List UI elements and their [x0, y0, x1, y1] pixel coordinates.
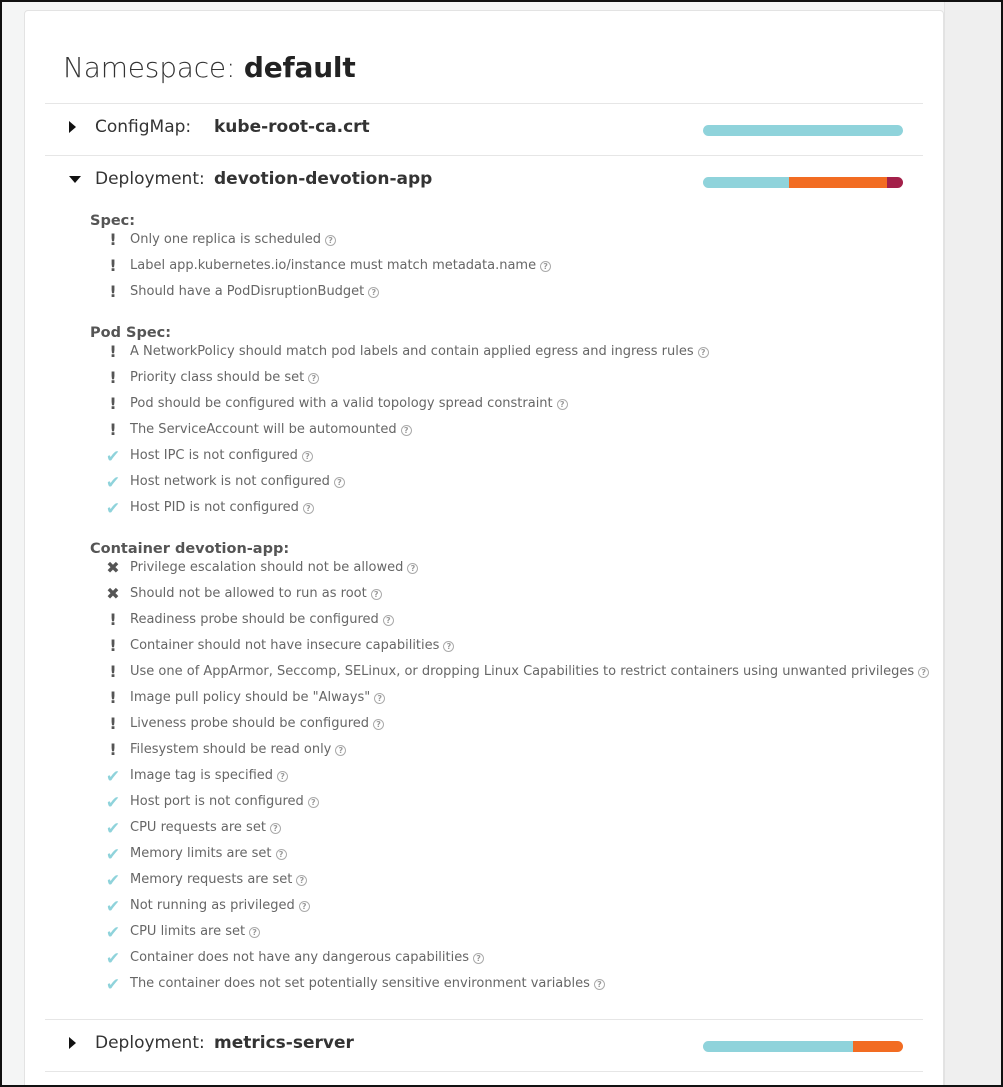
help-icon[interactable]: ?	[334, 477, 345, 488]
check-item	[102, 230, 902, 250]
object-row[interactable]	[45, 1019, 923, 1071]
check-item	[102, 584, 902, 604]
check-label: Not running as privileged	[130, 898, 295, 913]
check-item	[102, 818, 902, 838]
check-label: Liveness probe should be configured	[130, 716, 370, 731]
check-text	[130, 742, 346, 757]
check-text	[130, 820, 281, 835]
page-right-gutter	[944, 0, 1003, 1087]
help-icon[interactable]: ?	[540, 261, 551, 272]
namespace-prefix: Namespace:	[63, 51, 236, 84]
check-label: Image pull policy should be "Always"	[130, 690, 371, 705]
check-label: Container should not have insecure capabilities	[130, 638, 440, 653]
check-item	[102, 662, 926, 682]
check-item	[102, 342, 902, 362]
warning-icon: !	[109, 420, 117, 439]
check-label: Memory requests are set	[130, 872, 293, 887]
check-text	[130, 370, 319, 385]
check-text	[130, 872, 307, 887]
warning-icon: !	[109, 230, 117, 249]
warning-icon: !	[109, 394, 117, 413]
check-item	[102, 256, 902, 276]
check-item	[102, 896, 902, 916]
check-item	[102, 558, 902, 578]
check-item	[102, 610, 902, 630]
check-text	[130, 284, 379, 299]
check-item	[102, 714, 902, 734]
check-text	[130, 422, 412, 437]
score-bar-warning-segment	[853, 1041, 903, 1052]
check-label: Host PID is not configured	[130, 500, 299, 515]
check-label: Should not be allowed to run as root	[130, 586, 367, 601]
object-name: kube-root-ca.crt	[214, 117, 370, 137]
check-text	[130, 950, 484, 965]
check-label: Container does not have any dangerous capabilities	[130, 950, 470, 965]
check-label: The container does not set potentially sensitive environment variables	[130, 976, 590, 991]
check-icon: ✔	[105, 845, 121, 865]
check-label: Host IPC is not configured	[130, 448, 298, 463]
help-icon[interactable]: ?	[401, 425, 412, 436]
help-icon[interactable]: ?	[308, 797, 319, 808]
namespace-name: default	[243, 51, 356, 84]
check-item	[102, 740, 902, 760]
score-bar-danger-segment	[887, 177, 903, 188]
help-icon[interactable]: ?	[276, 849, 287, 860]
help-icon[interactable]: ?	[249, 927, 260, 938]
check-text	[130, 232, 336, 247]
check-icon: ✔	[105, 975, 121, 995]
check-item	[102, 472, 902, 492]
object-row[interactable]	[45, 103, 923, 155]
check-text	[130, 500, 314, 515]
warning-icon: !	[109, 688, 117, 707]
check-label: Privilege escalation should not be allowed	[130, 560, 404, 575]
check-label: The ServiceAccount will be automounted	[130, 422, 397, 437]
warning-icon: !	[109, 610, 117, 629]
check-text	[130, 768, 288, 783]
check-label: CPU limits are set	[130, 924, 246, 939]
check-text	[130, 924, 260, 939]
help-icon[interactable]: ?	[325, 235, 336, 246]
check-icon: ✔	[105, 897, 121, 917]
help-icon[interactable]: ?	[299, 901, 310, 912]
check-item	[102, 420, 902, 440]
score-bar	[703, 177, 903, 188]
warning-icon: !	[109, 636, 117, 655]
check-item	[102, 922, 902, 942]
help-icon[interactable]: ?	[698, 347, 709, 358]
check-item	[102, 446, 902, 466]
check-label: A NetworkPolicy should match pod labels and contain applied egress and ingress rules	[130, 344, 694, 359]
help-icon[interactable]: ?	[277, 771, 288, 782]
section-label: Pod Spec:	[90, 325, 172, 341]
check-label: Memory limits are set	[130, 846, 272, 861]
object-kind: Deployment:	[95, 169, 205, 189]
help-icon[interactable]: ?	[335, 745, 346, 756]
check-item	[102, 636, 902, 656]
help-icon[interactable]: ?	[308, 373, 319, 384]
cross-icon: ✖	[106, 558, 120, 577]
check-label: Host port is not configured	[130, 794, 304, 809]
check-icon: ✔	[105, 447, 121, 467]
namespace-title	[63, 51, 356, 84]
check-icon: ✔	[105, 923, 121, 943]
check-item	[102, 394, 902, 414]
check-text	[130, 976, 605, 991]
check-text	[130, 586, 382, 601]
object-row[interactable]	[45, 155, 923, 207]
help-icon[interactable]: ?	[594, 979, 605, 990]
caret-down-icon[interactable]	[69, 176, 81, 183]
help-icon[interactable]: ?	[443, 641, 454, 652]
warning-icon: !	[109, 342, 117, 361]
score-bar-ok-segment	[703, 1041, 853, 1052]
object-kind: Deployment:	[95, 1033, 205, 1053]
help-icon[interactable]: ?	[302, 451, 313, 462]
check-text	[130, 396, 568, 411]
score-bar	[703, 125, 903, 136]
check-item	[102, 282, 902, 302]
check-icon: ✔	[105, 473, 121, 493]
check-label: Only one replica is scheduled	[130, 232, 322, 247]
check-icon: ✔	[105, 819, 121, 839]
help-icon[interactable]: ?	[918, 667, 929, 678]
check-label: Priority class should be set	[130, 370, 305, 385]
check-text	[130, 690, 385, 705]
check-icon: ✔	[105, 499, 121, 519]
help-icon[interactable]: ?	[368, 287, 379, 298]
check-icon: ✔	[105, 793, 121, 813]
namespace-card	[24, 10, 944, 1087]
check-text	[130, 258, 551, 273]
caret-right-icon[interactable]	[69, 1037, 76, 1049]
help-icon[interactable]: ?	[303, 503, 314, 514]
object-name: devotion-devotion-app	[214, 169, 433, 189]
check-item	[102, 498, 902, 518]
score-bar-warning-segment	[789, 177, 887, 188]
object-kind: ConfigMap:	[95, 117, 192, 137]
caret-right-icon[interactable]	[69, 121, 76, 133]
check-icon: ✔	[105, 767, 121, 787]
score-bar-ok-segment	[703, 125, 903, 136]
check-item	[102, 948, 902, 968]
check-label: Filesystem should be read only	[130, 742, 332, 757]
check-label: Use one of AppArmor, Seccomp, SELinux, or dropping Linux Capabilities to restrict containers using unwanted privileges	[130, 664, 915, 679]
check-text	[130, 794, 319, 809]
help-icon[interactable]: ?	[373, 719, 384, 730]
check-text	[130, 448, 313, 463]
warning-icon: !	[109, 714, 117, 733]
object-name: metrics-server	[214, 1033, 354, 1053]
help-icon[interactable]: ?	[383, 615, 394, 626]
help-icon[interactable]: ?	[296, 875, 307, 886]
check-text	[130, 716, 384, 731]
check-text	[130, 612, 394, 627]
check-item	[102, 766, 902, 786]
check-label: Label app.kubernetes.io/instance must match metadata.name	[130, 258, 537, 273]
section-label: Spec:	[90, 213, 136, 229]
check-item	[102, 688, 902, 708]
help-icon[interactable]: ?	[270, 823, 281, 834]
check-text	[130, 846, 287, 861]
check-label: Pod should be configured with a valid topology spread constraint	[130, 396, 553, 411]
check-label: Should have a PodDisruptionBudget	[130, 284, 365, 299]
help-icon[interactable]: ?	[371, 589, 382, 600]
warning-icon: !	[109, 368, 117, 387]
check-item	[102, 974, 902, 994]
warning-icon: !	[109, 662, 117, 681]
check-label: CPU requests are set	[130, 820, 266, 835]
check-text	[130, 638, 454, 653]
check-icon: ✔	[105, 949, 121, 969]
cross-icon: ✖	[106, 584, 120, 603]
check-item	[102, 870, 902, 890]
help-icon[interactable]: ?	[557, 399, 568, 410]
section-label: Container devotion-app:	[90, 541, 290, 557]
check-item	[102, 844, 902, 864]
help-icon[interactable]: ?	[473, 953, 484, 964]
check-item	[102, 792, 902, 812]
score-bar-ok-segment	[703, 177, 789, 188]
warning-icon: !	[109, 256, 117, 275]
help-icon[interactable]: ?	[407, 563, 418, 574]
check-label: Image tag is specified	[130, 768, 274, 783]
warning-icon: !	[109, 282, 117, 301]
check-text	[130, 560, 418, 575]
object-divider	[45, 1071, 923, 1072]
check-text	[130, 474, 345, 489]
check-icon: ✔	[105, 871, 121, 891]
check-label: Readiness probe should be configured	[130, 612, 379, 627]
check-text	[130, 898, 310, 913]
check-text	[130, 344, 709, 359]
warning-icon: !	[109, 740, 117, 759]
check-text	[130, 664, 929, 679]
check-label: Host network is not configured	[130, 474, 330, 489]
help-icon[interactable]: ?	[374, 693, 385, 704]
score-bar	[703, 1041, 903, 1052]
check-item	[102, 368, 902, 388]
